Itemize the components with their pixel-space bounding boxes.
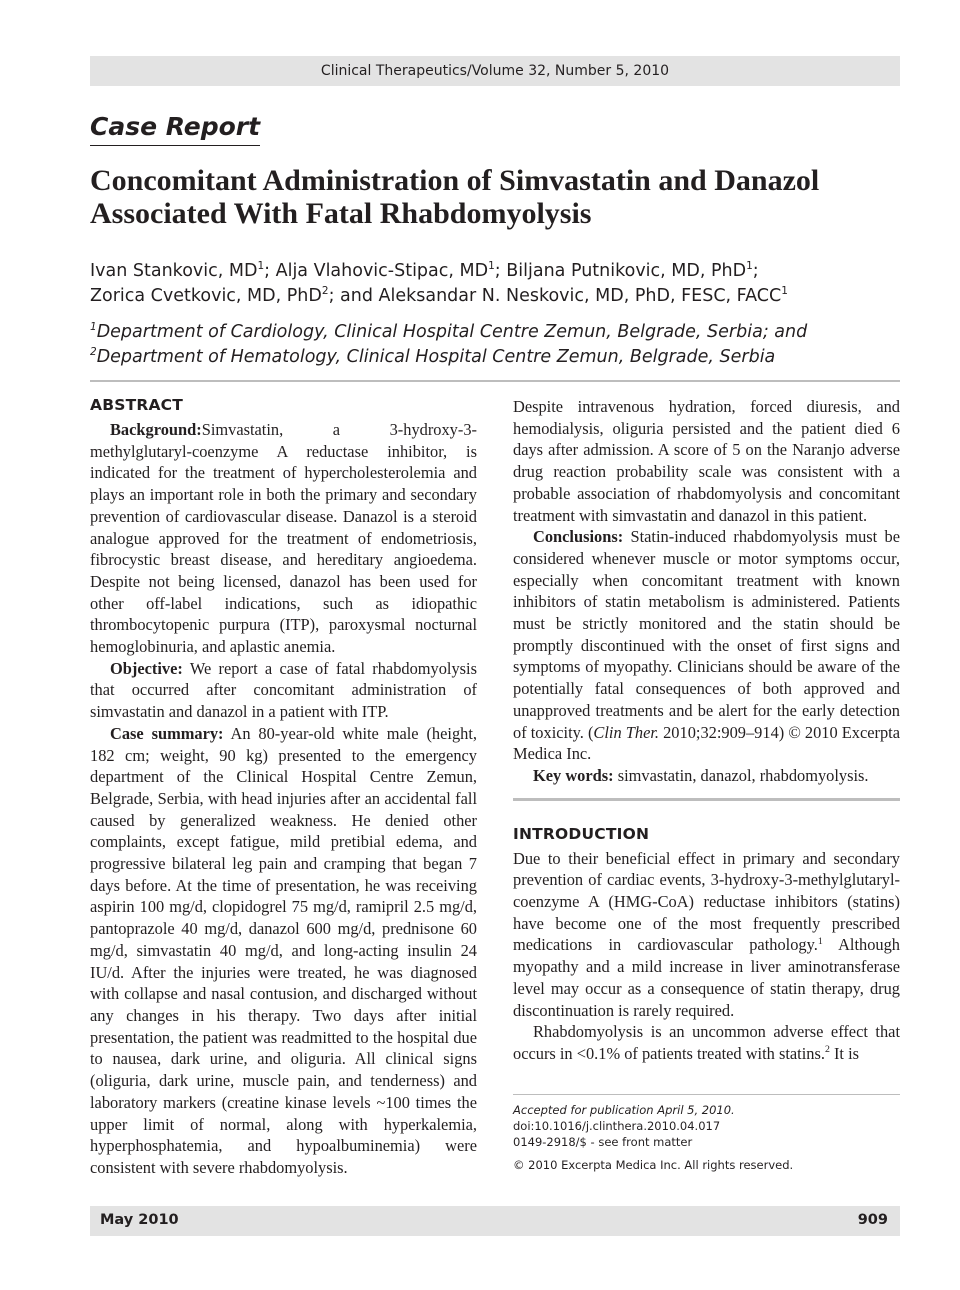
conclusions-text: Statin-induced rhabdomyolysis must be considered whenever muscle or motor symptoms occur, especially when concomitant treatment with known inhibitors of statin metabolism is administered. Patients must be strictly monitored and the statin should be promptly discontinued with the onset of first signs and symptoms of myopathy. Clinicians should be aware of the potentially fatal consequences of both approved and unapproved treatments and be alert for the early detection of toxicity. ( — [513, 527, 900, 742]
author-name: Biljana Putnikovic, MD, PhD — [506, 261, 747, 281]
objective-text: We report a case of fatal rhabdomyolysis that occurred after concomitant administration of simvastatin and danazol in a patient with ITP. — [90, 658, 477, 722]
copyright: © 2010 Excerpta Medica Inc. All rights reserved. — [513, 1158, 794, 1172]
abstract-case-summary — [90, 723, 477, 1179]
author-separator: ; — [264, 261, 276, 281]
reference-mark[interactable]: 2 — [824, 1044, 830, 1056]
keywords-label: Key words: — [533, 765, 614, 785]
introduction-paragraph-1 — [513, 848, 900, 1022]
author-affiliation-mark: 1 — [488, 259, 495, 272]
objective-label: Objective: — [110, 658, 183, 678]
footer-date: May 2010 — [100, 1212, 179, 1228]
affiliations — [90, 320, 890, 370]
title-line-2: Associated With Fatal Rhabdomyolysis — [90, 197, 592, 230]
author-affiliation-mark: 1 — [746, 259, 753, 272]
left-column — [90, 394, 477, 1179]
case-summary-text: An 80-year-old white male (height, 182 cm; weight, 90 kg) presented to the emergency department of the Clinical Hospital Centre Zemun, Belgrade, Serbia, with head injuries after an accidental fall caused by generalized weakness. He denied other complaints, except fatigue, mild pretibial edema, and progressive bilateral leg pain and cramping that began 7 days before. At the time of presentation, he was receiving aspirin 100 mg/d, clopidogrel 75 mg/d, ramipril 2.5 mg/d, pantoprazole 40 mg/d, danazol 600 mg/d, prednisone 60 mg/d, simvastatin 40 mg/d, and long-acting insulin 24 IU/d. After the injuries were treated, he was diagnosed with collapse and nasal contusion, and discharged without any changes in his therapy. Two days after initial presentation, the patient was readmitted to the hospital due to nausea, dark urine, and oliguria. All clinical signs (oliguria, dark urine, muscle pain, and tenderness) and laboratory markers (creatine kinase levels ~100 times the upper limit of normal, along with hyperkalemia, hyperphosphatemia, and hypoalbuminemia) were consistent with severe rhabdomyolysis. — [90, 723, 477, 1177]
affiliation-mark-1: 1 — [90, 320, 97, 333]
right-column — [513, 396, 900, 1065]
abstract-heading: ABSTRACT — [90, 396, 184, 414]
author-separator: ; and — [328, 286, 379, 306]
article-type: Case Report — [90, 112, 260, 146]
affiliation-2: Department of Hematology, Clinical Hospital Centre Zemun, Belgrade, Serbia — [96, 347, 776, 367]
citation-details: 2010;32:909–914) © 2010 Excerpta Medica Inc. — [513, 722, 900, 764]
author-name: Aleksandar N. Neskovic, MD, PhD, FESC, FACC — [378, 286, 782, 306]
footer-bar — [90, 1206, 900, 1236]
introduction-heading: INTRODUCTION — [513, 824, 650, 843]
issn: 0149-2918/$ - see front matter — [513, 1135, 693, 1149]
introduction-paragraph-2 — [513, 1021, 900, 1064]
affiliation-mark-2: 2 — [90, 345, 97, 358]
abstract-case-continued: Despite intravenous hydration, forced diuresis, and hemodialysis, oliguria persisted and the patient died 6 days after admission. A score of 5 on the Naranjo adverse drug reaction probability scale was consistent with a probable association of rhabdomyolysis and concomitant treatment with simvastatin and danazol in this patient. — [513, 397, 900, 525]
footnote-divider — [513, 1094, 900, 1095]
abstract-background — [90, 419, 477, 658]
author-list — [90, 259, 890, 309]
abstract-keywords — [513, 765, 900, 787]
case-summary-label: Case summary: — [110, 723, 224, 743]
author-separator: ; — [494, 261, 507, 281]
doi[interactable]: doi:10.1016/j.clinthera.2010.04.017 — [513, 1119, 721, 1133]
article-title — [90, 164, 890, 230]
author-affiliation-mark: 1 — [781, 284, 788, 297]
author-separator: ; — [752, 261, 759, 281]
affiliation-1: Department of Cardiology, Clinical Hospital Centre Zemun, Belgrade, Serbia; and — [96, 322, 808, 342]
keywords-text: simvastatin, danazol, rhabdomyolysis. — [617, 765, 869, 785]
background-label: Background: — [110, 420, 202, 439]
page-number: 909 — [857, 1212, 888, 1228]
accepted-date: Accepted for publication April 5, 2010. — [513, 1103, 735, 1117]
author-name: Ivan Stankovic, MD — [90, 261, 258, 281]
background-text: Simvastatin, a 3-hydroxy-3-methylglutaryl-coenzyme A reductase inhibitor, is indicated for the treatment of hypercholesterolemia and plays an important role in both the primary and secondary prevention of cardiovascular disease. Danazol is a steroid analogue approved for the treatment of endometriosis, fibrocystic breast disease, and hereditary angioedema. Despite not being licensed, danazol has been used for other off-label indications, such as idiopathic thrombocytopenic purpura (ITP), paroxysmal nocturnal hemoglobinuria, and aplastic anemia. — [90, 420, 477, 657]
conclusions-label: Conclusions: — [533, 527, 624, 547]
abstract-objective — [90, 658, 477, 723]
author-affiliation-mark: 2 — [321, 284, 329, 297]
author-name: Zorica Cvetkovic, MD, PhD — [90, 286, 322, 306]
intro-p2-text: Rhabdomyolysis is an uncommon adverse effect that occurs in <0.1% of patients treated with statins. — [513, 1022, 900, 1063]
header-divider — [90, 380, 900, 382]
abstract-conclusions — [513, 526, 900, 765]
citation-journal: Clin Ther. — [593, 722, 660, 742]
intro-p1-tail: Although myopathy and a mild increase in liver aminotransferase level may occur as a consequence of statin therapy, drug discontinuation is rarely required. — [513, 935, 900, 1020]
intro-p2-tail: It is — [829, 1043, 860, 1063]
reference-mark[interactable]: 1 — [817, 935, 823, 947]
intro-p1-text: Due to their beneficial effect in primary and secondary prevention of cardiac events, 3-hydroxy-3-methylglutaryl-coenzyme A (HMG-CoA) reductase inhibitors (statins) have become one of the most frequently prescribed medications in cardiovascular pathology. — [513, 848, 900, 955]
journal-title: Clinical Therapeutics/Volume 32, Number 5, 2010 — [320, 63, 670, 79]
title-line-1: Concomitant Administration of Simvastatin and Danazol — [90, 164, 820, 197]
abstract-divider — [513, 798, 900, 801]
footnote — [513, 1102, 900, 1173]
author-affiliation-mark: 1 — [257, 259, 265, 272]
author-name: Alja Vlahovic-Stipac, MD — [275, 261, 489, 281]
